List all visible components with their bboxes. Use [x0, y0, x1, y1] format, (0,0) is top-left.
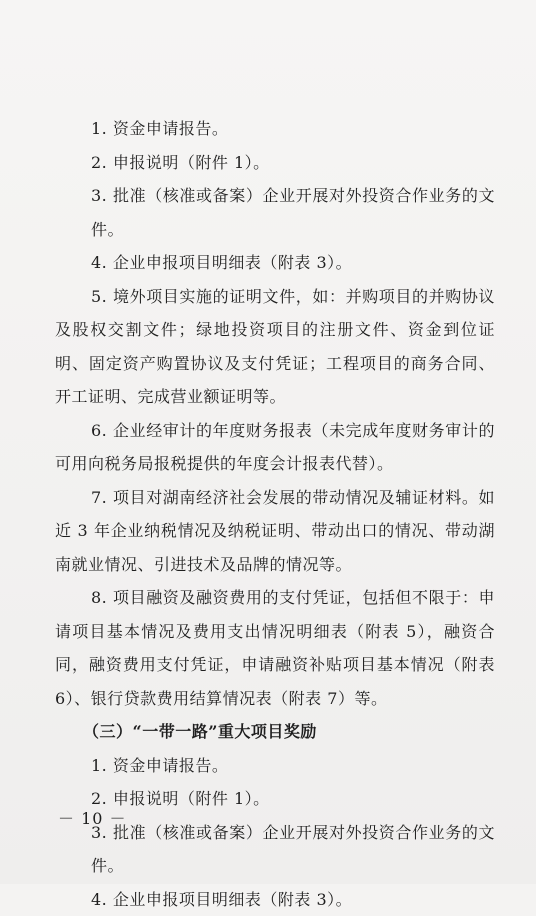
item-4: 4. 企业申报项目明细表（附表 3）。: [55, 246, 495, 280]
item-6: 6. 企业经审计的年度财务报表（未完成年度财务审计的可用向税务局报税提供的年度会计报表代替）。: [55, 414, 495, 481]
item-5: 5. 境外项目实施的证明文件，如：并购项目的并购协议及股权交割文件；绿地投资项目的注册文件、资金到位证明、固定资产购置协议及支付凭证；工程项目的商务合同、开工证明、完成营业额证明等。: [55, 280, 495, 414]
item-2: 2. 申报说明（附件 1）。: [55, 146, 495, 180]
section-item-1: 1. 资金申请报告。: [55, 749, 495, 783]
document-body: [55, 112, 495, 916]
section-item-4: 4. 企业申报项目明细表（附表 3）。: [55, 883, 495, 916]
item-7: 7. 项目对湖南经济社会发展的带动情况及辅证材料。如近 3 年企业纳税情况及纳税证明、带动出口的情况、带动湖南就业情况、引进技术及品牌的情况等。: [55, 481, 495, 582]
item-8: 8. 项目融资及融资费用的支付凭证，包括但不限于：申请项目基本情况及费用支出情况明细表（附表 5），融资合同，融资费用支付凭证，申请融资补贴项目基本情况（附表 6）、银行贷款费用结算情况表（附表 7）等。: [55, 581, 495, 715]
item-1: 1. 资金申请报告。: [55, 112, 495, 146]
page-number: － 10 －: [58, 806, 127, 829]
item-3: 3. 批准（核准或备案）企业开展对外投资合作业务的文件。: [55, 179, 495, 246]
section-item-2: 2. 申报说明（附件 1）。: [55, 782, 495, 816]
section-title: （三）“一带一路”重大项目奖励: [55, 715, 495, 749]
section-item-3: 3. 批准（核准或备案）企业开展对外投资合作业务的文件。: [55, 816, 495, 883]
